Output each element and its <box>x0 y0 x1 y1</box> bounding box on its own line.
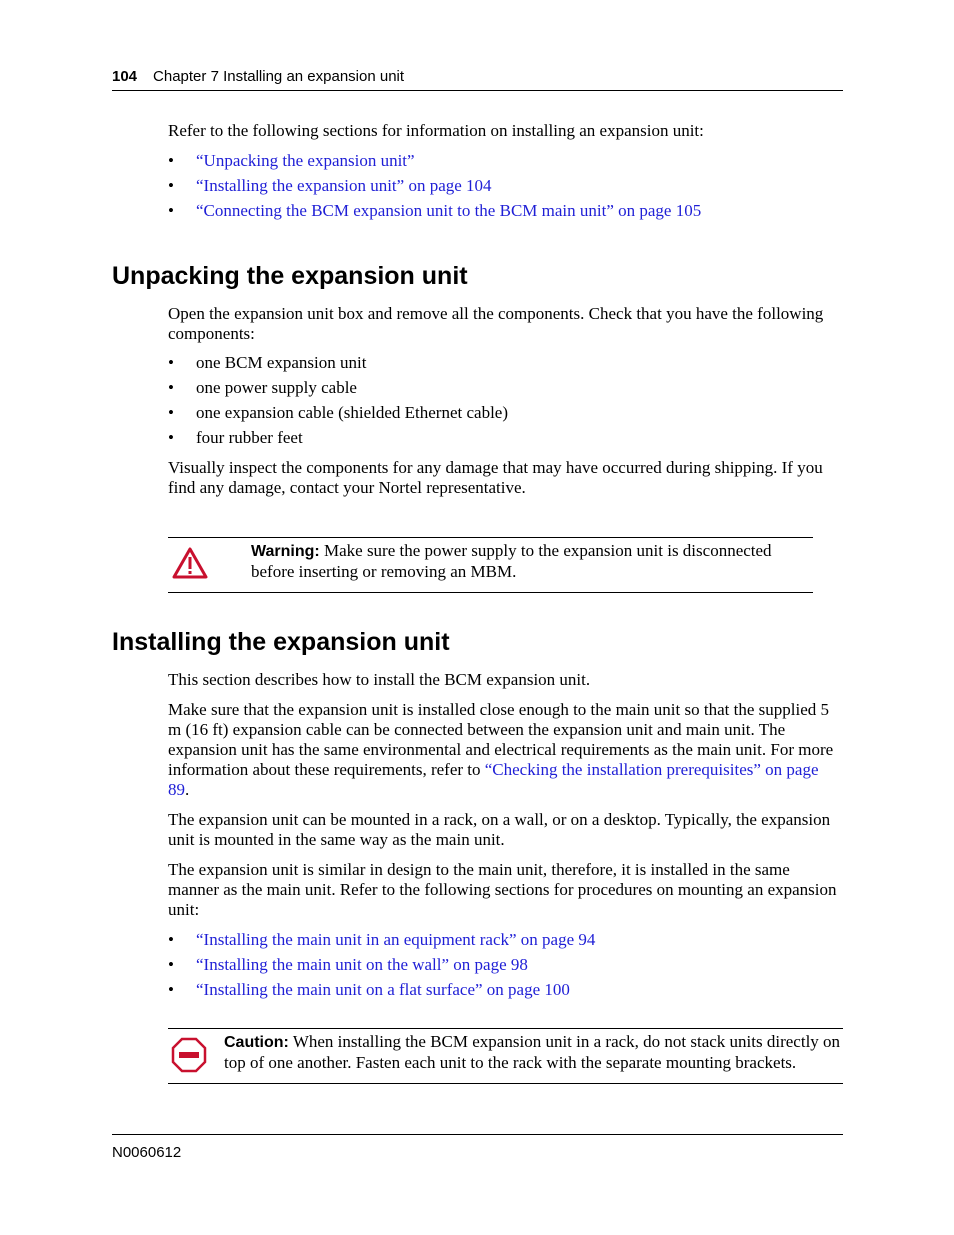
footer-rule <box>112 1134 843 1135</box>
intro-text: Refer to the following sections for information on installing an expansion unit: <box>168 121 704 140</box>
warning-bottom-rule <box>168 592 813 593</box>
list-item: • “Unpacking the expansion unit” <box>168 151 415 170</box>
link-connecting[interactable]: “Connecting the BCM expansion unit to the BCM main unit” on page 105 <box>196 201 702 220</box>
list-item: • “Installing the main unit on the wall” on page 98 <box>168 955 528 974</box>
section-heading-unpacking: Unpacking the expansion unit <box>112 262 468 290</box>
caution-text: When installing the BCM expansion unit in a rack, do not stack units directly on top of one another. Fasten each unit to the rack with the separate mounting brackets. <box>224 1032 841 1072</box>
link-installing[interactable]: “Installing the expansion unit” on page 104 <box>196 176 492 195</box>
caution-stop-icon <box>171 1037 207 1073</box>
link-wall[interactable]: “Installing the main unit on the wall” on page 98 <box>196 955 528 974</box>
component-item: four rubber feet <box>196 428 303 447</box>
list-item: • one expansion cable (shielded Ethernet cable) <box>168 403 509 422</box>
caution-notice <box>224 1032 843 1073</box>
installing-paragraph-1: This section describes how to install the BCM expansion unit. <box>168 670 591 689</box>
list-item: • “Installing the expansion unit” on page 104 <box>168 176 492 195</box>
component-item: one BCM expansion unit <box>196 353 367 372</box>
component-item: one power supply cable <box>196 378 357 397</box>
list-item: • four rubber feet <box>168 428 303 447</box>
installing-paragraph-2: Make sure that the expansion unit is installed close enough to the main unit so that the supplied 5 m (16 ft) expansion cable can be connected between the expansion unit and main unit. The expansion unit has the same environmental and electrical requirements as the main unit. For more information about these requirements, refer to “Checking the installation prerequisites” on page 89. <box>168 700 834 799</box>
warning-triangle-icon <box>172 546 208 580</box>
warning-notice <box>251 541 813 582</box>
unpacking-paragraph-1: Open the expansion unit box and remove all the components. Check that you have the following components: <box>168 304 824 343</box>
page-number: 104 <box>112 68 138 85</box>
list-item: • one BCM expansion unit <box>168 353 367 372</box>
list-item: • one power supply cable <box>168 378 357 397</box>
link-unpacking[interactable]: “Unpacking the expansion unit” <box>196 151 415 170</box>
installing-paragraph-4: The expansion unit is similar in design to the main unit, therefore, it is installed in the same manner as the main unit. Refer to the following sections for procedures on mounting an expansion unit: <box>168 860 837 919</box>
document-number: N0060612 <box>112 1144 182 1161</box>
warning-text: Make sure the power supply to the expansion unit is disconnected before inserting or removing an MBM. <box>251 541 772 581</box>
link-flat-surface[interactable]: “Installing the main unit on a flat surface” on page 100 <box>196 980 570 999</box>
component-item: one expansion cable (shielded Ethernet cable) <box>196 403 509 422</box>
list-item: • “Installing the main unit in an equipment rack” on page 94 <box>168 930 596 949</box>
unpacking-paragraph-2: Visually inspect the components for any damage that may have occurred during shipping. If you find any damage, contact your Nortel representative. <box>168 458 823 497</box>
installing-paragraph-3: The expansion unit can be mounted in a rack, on a wall, or on a desktop. Typically, the expansion unit is mounted in the same way as the main unit. <box>168 810 831 849</box>
list-item: • “Connecting the BCM expansion unit to the BCM main unit” on page 105 <box>168 201 702 220</box>
chapter-title: Chapter 7 Installing an expansion unit <box>153 68 405 85</box>
caution-label: Caution: <box>224 1034 289 1051</box>
header-rule <box>112 90 843 91</box>
list-item: • “Installing the main unit on a flat surface” on page 100 <box>168 980 570 999</box>
link-equipment-rack[interactable]: “Installing the main unit in an equipment rack” on page 94 <box>196 930 596 949</box>
caution-bottom-rule <box>168 1083 843 1084</box>
warning-top-rule <box>168 537 813 538</box>
caution-top-rule <box>168 1028 843 1029</box>
link-prerequisites[interactable]: “Checking the installation prerequisites” on page 89 <box>168 760 819 799</box>
warning-label: Warning: <box>251 543 320 560</box>
page-header <box>112 68 404 85</box>
section-heading-installing: Installing the expansion unit <box>112 628 450 656</box>
